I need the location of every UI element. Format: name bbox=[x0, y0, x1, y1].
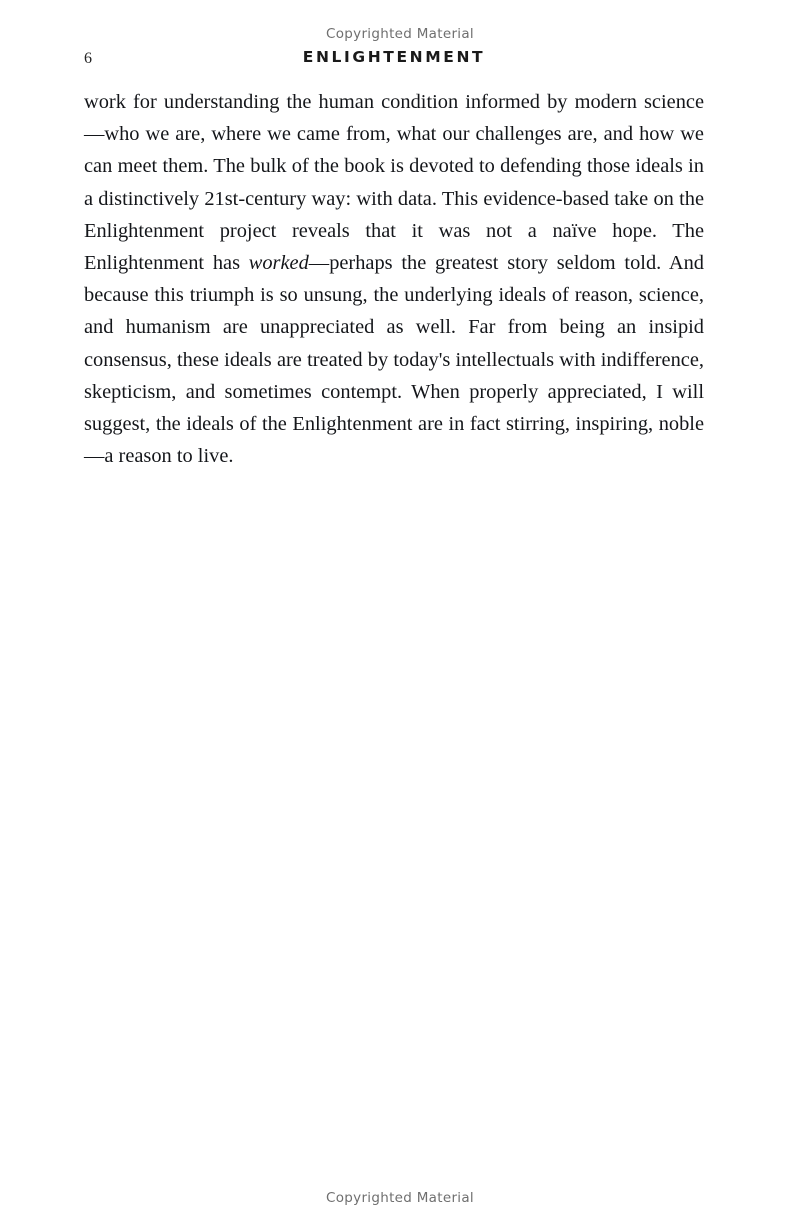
running-head bbox=[84, 48, 704, 72]
copyright-watermark-bottom: Copyrighted Material bbox=[326, 1190, 474, 1206]
paragraph-text-before-emphasis: work for understanding the human condition informed by modern science—who we are, where we came from, what our challenges are, and how we can meet them. The bulk of the book is devoted to defending those ideals in a distinctively 21st-century way: with data. This evidence-based take on the Enlightenment project reveals that it was not a naïve hope. The Enlightenment has bbox=[84, 91, 704, 275]
page-number: 6 bbox=[84, 50, 92, 67]
paragraph-text-after-emphasis: —perhaps the greatest story seldom told. And because this triumph is so unsung, the underlying ideals of reason, science, and humanism are unappreciated as well. Far from being an insipid consensus, these ideals are treated by today's intellectuals with indifference, skepticism, and sometimes contempt. When properly appreciated, I will suggest, the ideals of the Enlightenment are in fact stirring, inspiring, noble—a reason to live. bbox=[84, 252, 704, 468]
book-title-header: ENLIGHTENMENT bbox=[302, 48, 486, 66]
body-text-block bbox=[84, 86, 704, 472]
copyright-watermark-top: Copyrighted Material bbox=[326, 26, 474, 42]
paragraph-emphasis-word: worked bbox=[248, 252, 309, 275]
paragraph bbox=[84, 86, 704, 472]
